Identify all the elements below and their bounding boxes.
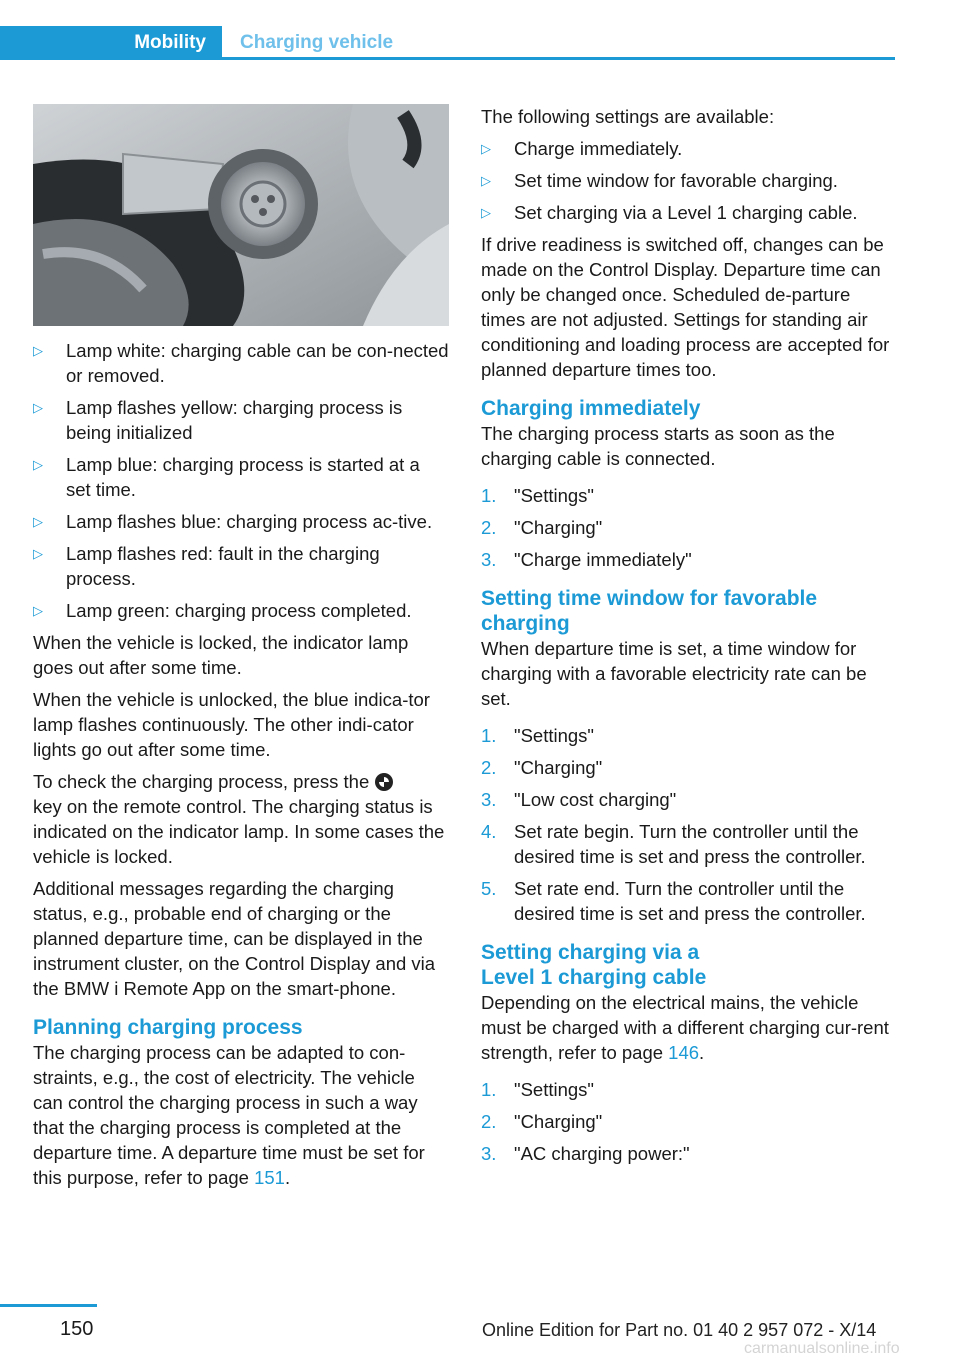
list-item-text: "AC charging power:" — [514, 1143, 690, 1164]
list-item — [481, 755, 899, 780]
list-item-text: "Settings" — [514, 485, 594, 506]
steps-time-window — [481, 723, 899, 926]
step-number: 5. — [481, 878, 497, 899]
paragraph-unlocked: When the vehicle is unlocked, the blue indica-tor lamp flashes continuously. The other indi-cator lights go out after some time. — [33, 689, 430, 760]
list-item-text: Charge immediately. — [514, 138, 683, 159]
step-number: 2. — [481, 1111, 497, 1132]
list-item-text: "Charging" — [514, 517, 603, 538]
bmw-key-icon — [375, 773, 393, 791]
heading-line: Level 1 charging cable — [481, 966, 707, 989]
list-item — [33, 395, 449, 445]
heading-planning-charging: Planning charging process — [33, 1016, 303, 1039]
paragraph-additional-messages: Additional messages regarding the charging status, e.g., probable end of charging or the planned departure time, can be displayed in the instrument cluster, on the Control Display and via the BMW i Remote App on the smart-phone. — [33, 878, 436, 999]
step-number: 1. — [481, 1079, 497, 1100]
list-item — [33, 509, 449, 534]
list-item-text: "Charging" — [514, 1111, 603, 1132]
step-number: 2. — [481, 517, 497, 538]
lamp-status-list — [33, 338, 449, 623]
right-column — [481, 104, 899, 1176]
list-item — [481, 1141, 899, 1166]
tab-mobility[interactable] — [0, 26, 222, 60]
triangle-bullet-icon: ▷ — [481, 205, 491, 220]
list-item — [481, 483, 899, 508]
paragraph-drive-readiness: If drive readiness is switched off, changes can be made on the Control Display. Departure time can only be changed once. Scheduled de-parture times are not adjusted. Settings for standing air conditioning and loading process are accepted for planned departure times too. — [481, 234, 890, 380]
paragraph-text: The charging process can be adapted to con-straints, e.g., the cost of electricity. The vehicle can control the charging process in such a way that the charging process is completed at the departure time. A departure time must be set for this purpose, refer to page — [33, 1042, 425, 1188]
triangle-bullet-icon: ▷ — [33, 603, 43, 618]
list-item-text: Set rate begin. Turn the controller until the desired time is set and press the controller. — [514, 821, 866, 867]
triangle-bullet-icon: ▷ — [33, 514, 43, 529]
triangle-bullet-icon: ▷ — [33, 343, 43, 358]
list-item-text: Lamp flashes yellow: charging process is being initialized — [66, 397, 403, 443]
list-item-text: Lamp blue: charging process is started at a set time. — [66, 454, 420, 500]
list-item — [33, 598, 449, 623]
page-link-146[interactable]: 146 — [668, 1042, 700, 1063]
triangle-bullet-icon: ▷ — [33, 546, 43, 561]
charging-socket-photo — [33, 104, 449, 326]
settings-list — [481, 136, 899, 225]
list-item — [481, 136, 899, 161]
step-number: 2. — [481, 757, 497, 778]
list-item-text: "Charge immediately" — [514, 549, 692, 570]
list-item — [481, 547, 899, 572]
paragraph-text: Depending on the electrical mains, the vehicle must be charged with a different charging cur-rent strength, refer to page — [481, 992, 889, 1063]
list-item — [33, 452, 449, 502]
paragraph-text: To check the charging process, press the — [33, 771, 370, 792]
list-item — [481, 819, 899, 869]
list-item-text: "Low cost charging" — [514, 789, 677, 810]
watermark: carmanualsonline.info — [744, 1340, 900, 1357]
left-column — [33, 104, 449, 1197]
footer-rule — [0, 1304, 97, 1307]
list-item-text: "Charging" — [514, 757, 603, 778]
page-number: 150 — [60, 1318, 94, 1340]
step-number: 1. — [481, 485, 497, 506]
step-number: 3. — [481, 789, 497, 810]
paragraph-check-charging — [33, 769, 449, 869]
steps-immediately — [481, 483, 899, 572]
list-item-text: "Settings" — [514, 725, 594, 746]
heading-level1-cable — [481, 940, 899, 990]
list-item-text: Lamp white: charging cable can be con-nected or removed. — [66, 340, 449, 386]
list-item — [33, 338, 449, 388]
paragraph-text: key on the remote control. The charging status is indicated on the indicator lamp. In some cases the vehicle is locked. — [33, 796, 445, 867]
list-item — [481, 1109, 899, 1134]
list-item-text: Lamp green: charging process completed. — [66, 600, 412, 621]
list-item — [481, 876, 899, 926]
paragraph-planning — [33, 1040, 449, 1190]
header-rule — [222, 57, 895, 60]
paragraph-settings: The following settings are available: — [481, 106, 775, 127]
list-item-text: Set rate end. Turn the controller until the desired time is set and press the controller. — [514, 878, 866, 924]
paragraph-level1 — [481, 990, 899, 1065]
list-item — [481, 168, 899, 193]
paragraph-locked: When the vehicle is locked, the indicator lamp goes out after some time. — [33, 632, 409, 678]
triangle-bullet-icon: ▷ — [481, 141, 491, 156]
list-item-text: Lamp flashes red: fault in the charging process. — [66, 543, 380, 589]
list-item-text: Lamp flashes blue: charging process ac-tive. — [66, 511, 433, 532]
tab-mobility-label: Mobility — [134, 32, 206, 53]
step-number: 3. — [481, 1143, 497, 1164]
list-item-text: "Settings" — [514, 1079, 594, 1100]
triangle-bullet-icon: ▷ — [33, 400, 43, 415]
paragraph-text: . — [699, 1042, 705, 1063]
page-link-151[interactable]: 151 — [254, 1167, 285, 1188]
list-item — [481, 1077, 899, 1102]
heading-time-window: Setting time window for favorable charging — [481, 587, 818, 635]
paragraph-time-window: When departure time is set, a time window for charging with a favorable electricity rate can be set. — [481, 638, 867, 709]
list-item — [481, 723, 899, 748]
list-item-text: Set time window for favorable charging. — [514, 170, 838, 191]
header-tabs — [0, 26, 895, 60]
triangle-bullet-icon: ▷ — [33, 457, 43, 472]
list-item — [481, 200, 899, 225]
step-number: 1. — [481, 725, 497, 746]
list-item-text: Set charging via a Level 1 charging cable. — [514, 202, 858, 223]
heading-line: Setting charging via a — [481, 941, 700, 964]
list-item — [481, 515, 899, 540]
triangle-bullet-icon: ▷ — [481, 173, 491, 188]
tab-charging-vehicle[interactable] — [240, 26, 393, 60]
tab-charging-vehicle-label: Charging vehicle — [240, 32, 394, 53]
steps-level1 — [481, 1077, 899, 1166]
step-number: 3. — [481, 549, 497, 570]
list-item — [481, 787, 899, 812]
paragraph-immediately: The charging process starts as soon as the charging cable is connected. — [481, 423, 835, 469]
heading-charging-immediately: Charging immediately — [481, 397, 701, 420]
paragraph-text: . — [284, 1167, 291, 1188]
step-number: 4. — [481, 821, 497, 842]
list-item — [33, 541, 449, 591]
edition-note: Online Edition for Part no. 01 40 2 957 072 - X/14 — [482, 1320, 877, 1340]
